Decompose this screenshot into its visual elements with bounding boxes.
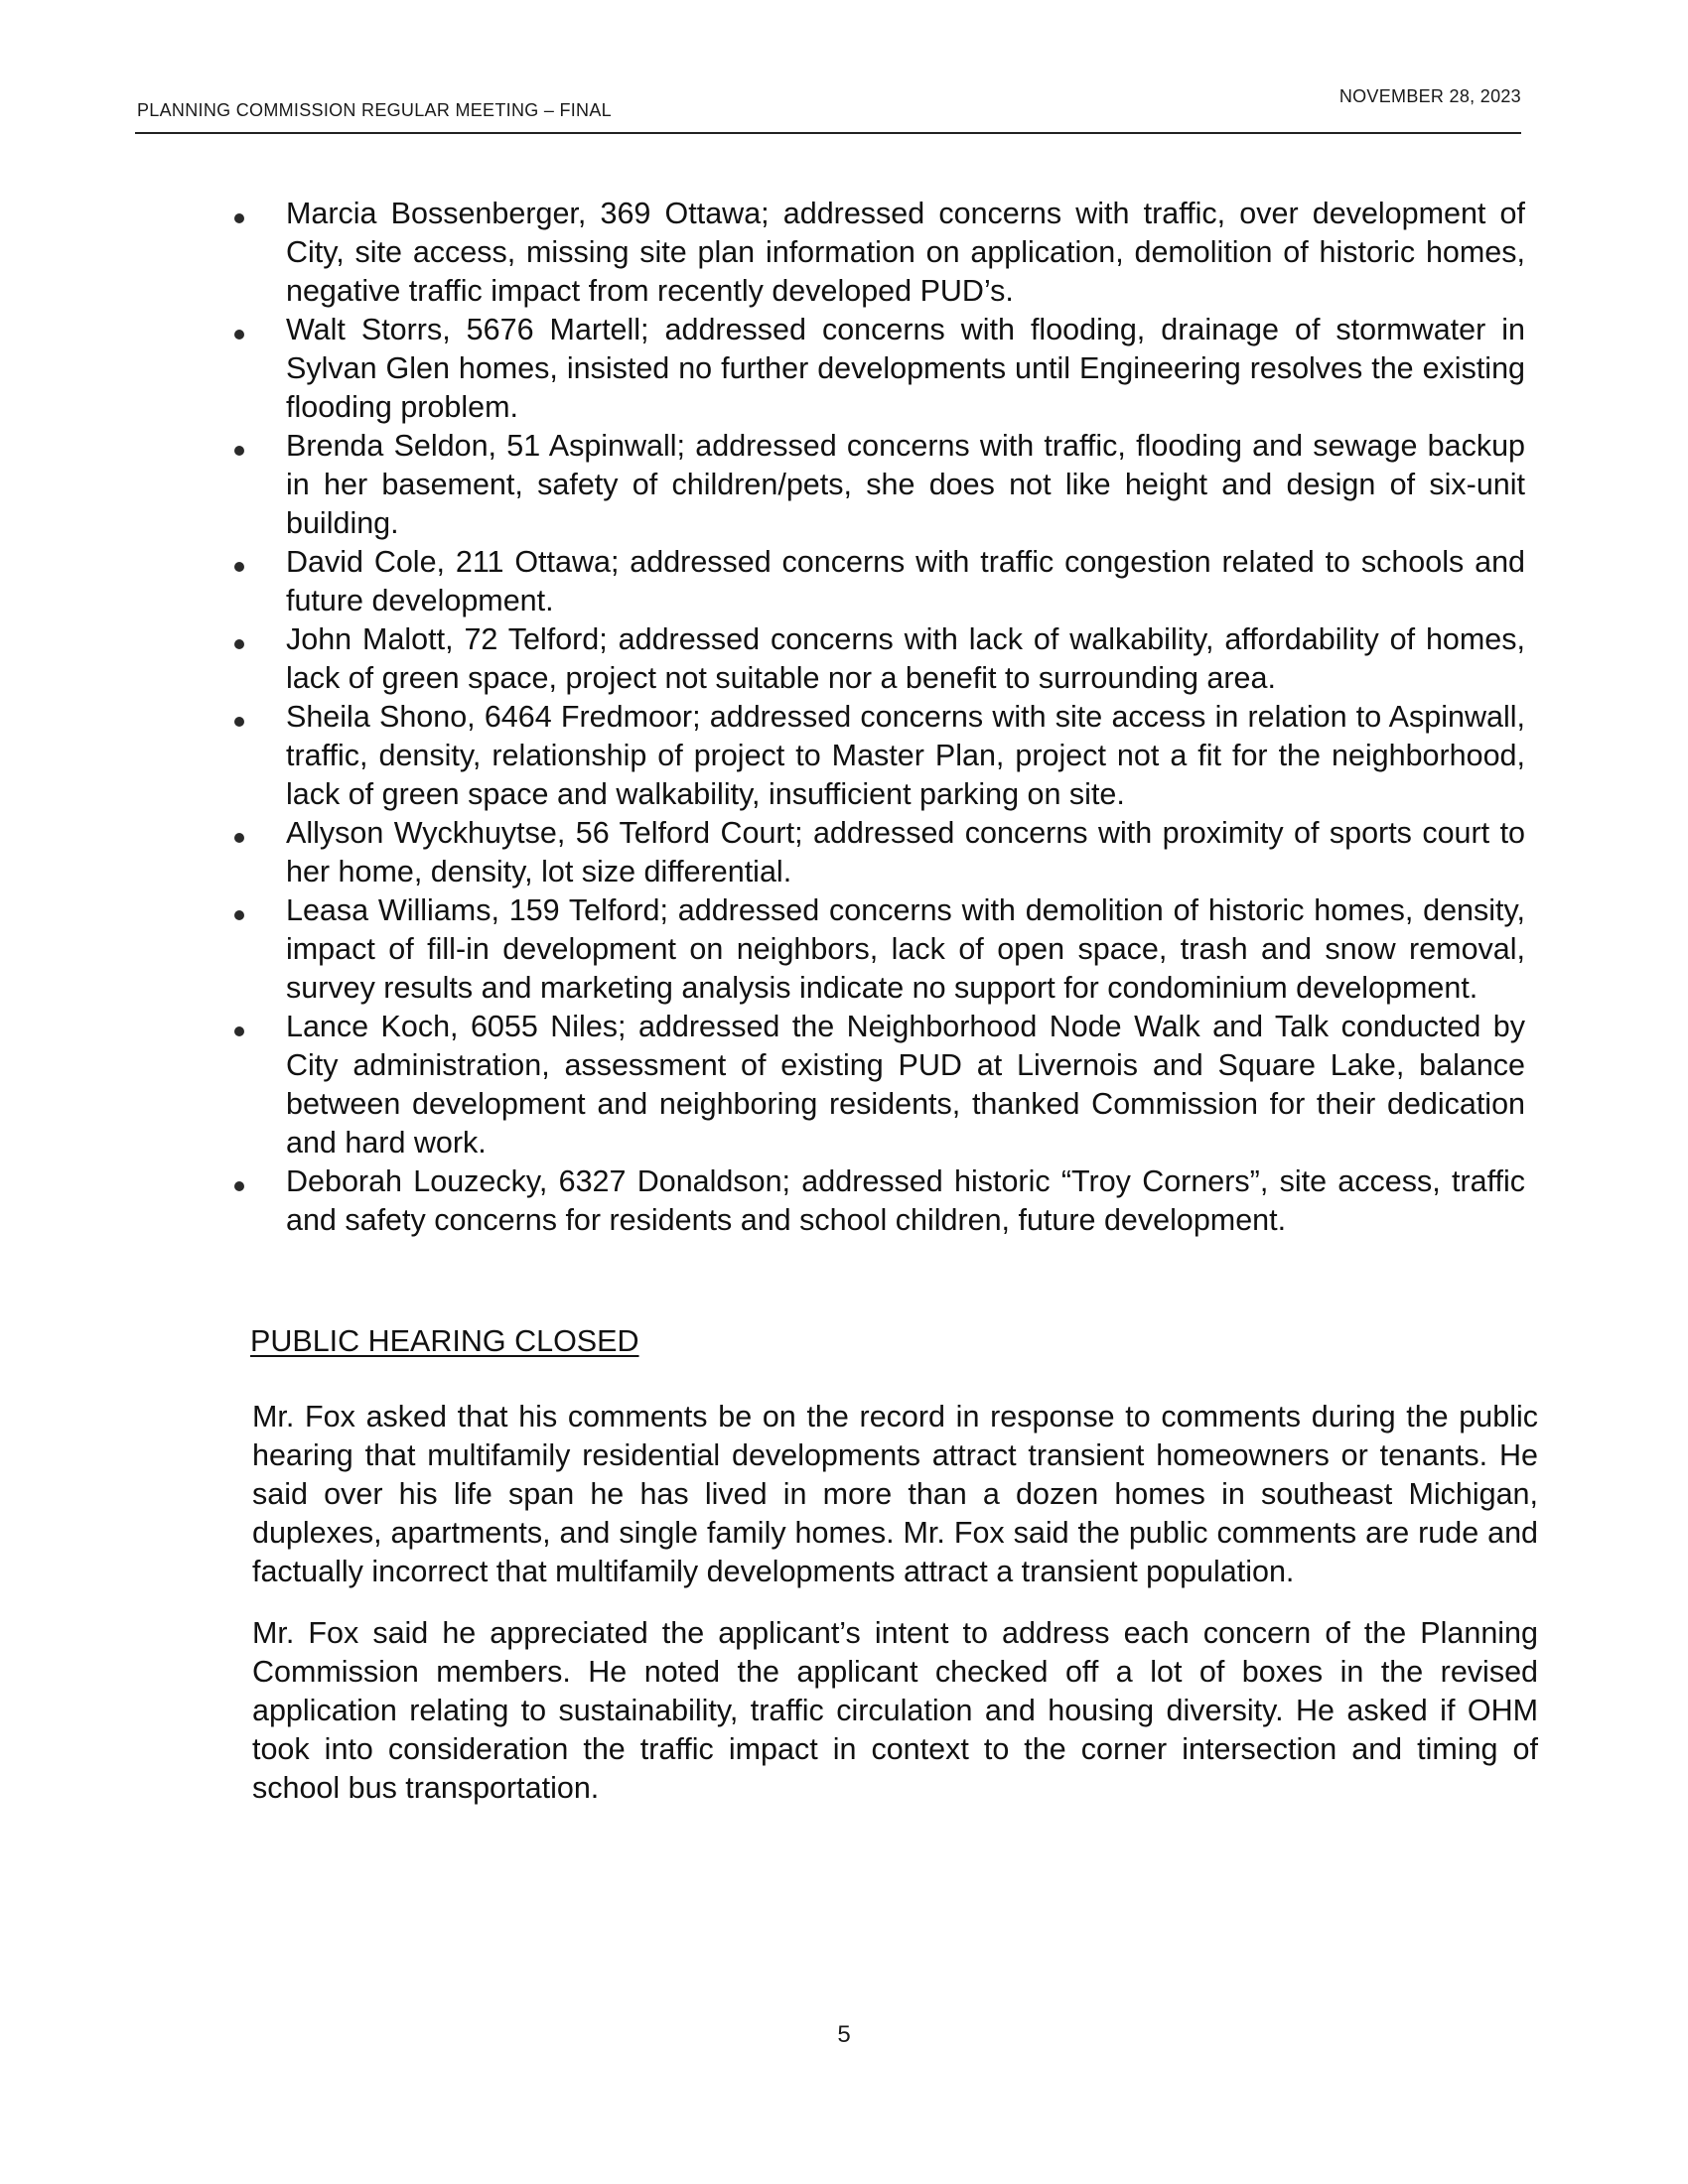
list-item xyxy=(234,543,1525,620)
bullet-icon xyxy=(234,910,244,920)
comment-text: Lance Koch, 6055 Niles; addressed the Neighborhood Node Walk and Talk conducted by City administration, assessment of existing PUD at Livernois and Square Lake, balance between development and neighboring residents, thanked Commission for their dedication and hard work. xyxy=(286,1010,1525,1160)
header-divider xyxy=(135,132,1521,134)
bullet-icon xyxy=(234,717,244,727)
list-item xyxy=(234,814,1525,891)
bullet-icon xyxy=(234,446,244,456)
comment-text: Sheila Shono, 6464 Fredmoor; addressed concerns with site access in relation to Aspinwall, traffic, density, relationship of project to Master Plan, project not a fit for the neighborhood, lack of green space and walkability, insufficient parking on site. xyxy=(286,700,1525,811)
comment-text: Leasa Williams, 159 Telford; addressed concerns with demolition of historic homes, density, impact of fill-in development on neighbors, lack of open space, trash and snow removal, survey results and marketing analysis indicate no support for condominium development. xyxy=(286,893,1525,1005)
section-heading: PUBLIC HEARING CLOSED xyxy=(250,1324,639,1358)
comment-text: David Cole, 211 Ottawa; addressed concerns with traffic congestion related to schools and future development. xyxy=(286,545,1525,617)
comment-text: Brenda Seldon, 51 Aspinwall; addressed concerns with traffic, flooding and sewage backup in her basement, safety of children/pets, she does not like height and design of six-unit building. xyxy=(286,429,1525,540)
list-item xyxy=(234,620,1525,698)
bullet-icon xyxy=(234,1181,244,1191)
bullet-icon xyxy=(234,213,244,223)
list-item xyxy=(234,311,1525,427)
body-paragraph: Mr. Fox asked that his comments be on the record in response to comments during the public hearing that multifamily residential developments attract transient homeowners or tenants. He said over his life span he has lived in more than a dozen homes in southeast Michigan, duplexes, apartments, and single family homes. Mr. Fox said the public comments are rude and factually incorrect that multifamily developments attract a transient population. xyxy=(252,1400,1538,1588)
bullet-icon xyxy=(234,1026,244,1036)
bullet-icon xyxy=(234,330,244,340)
list-item xyxy=(234,891,1525,1008)
list-item xyxy=(234,698,1525,814)
list-item xyxy=(234,1162,1525,1240)
comment-text: John Malott, 72 Telford; addressed concerns with lack of walkability, affordability of homes, lack of green space, project not suitable nor a benefit to surrounding area. xyxy=(286,622,1525,695)
list-item xyxy=(234,195,1525,311)
comment-text: Allyson Wyckhuytse, 56 Telford Court; addressed concerns with proximity of sports court to her home, density, lot size differential. xyxy=(286,816,1525,888)
comment-text: Walt Storrs, 5676 Martell; addressed concerns with flooding, drainage of stormwater in Sylvan Glen homes, insisted no further developments until Engineering resolves the existing flooding problem. xyxy=(286,313,1525,424)
list-item xyxy=(234,1008,1525,1162)
body-paragraph: Mr. Fox said he appreciated the applicant’s intent to address each concern of the Planning Commission members. He noted the applicant checked off a lot of boxes in the revised application relating to sustainability, traffic circulation and housing diversity. He asked if OHM took into consideration the traffic impact in context to the corner intersection and timing of school bus transportation. xyxy=(252,1616,1538,1805)
comment-text: Deborah Louzecky, 6327 Donaldson; addressed historic “Troy Corners”, site access, traffic and safety concerns for residents and school children, future development. xyxy=(286,1164,1525,1237)
comment-text: Marcia Bossenberger, 369 Ottawa; addressed concerns with traffic, over development of City, site access, missing site plan information on application, demolition of historic homes, negative traffic impact from recently developed PUD’s. xyxy=(286,197,1525,308)
bullet-icon xyxy=(234,562,244,572)
page-number: 5 xyxy=(837,2021,851,2048)
header-meeting-title: PLANNING COMMISSION REGULAR MEETING – FINAL xyxy=(137,100,612,120)
bullet-icon xyxy=(234,833,244,843)
public-comment-list xyxy=(234,195,1525,1240)
header-meeting-date: NOVEMBER 28, 2023 xyxy=(1338,86,1521,106)
list-item xyxy=(234,427,1525,543)
bullet-icon xyxy=(234,639,244,649)
